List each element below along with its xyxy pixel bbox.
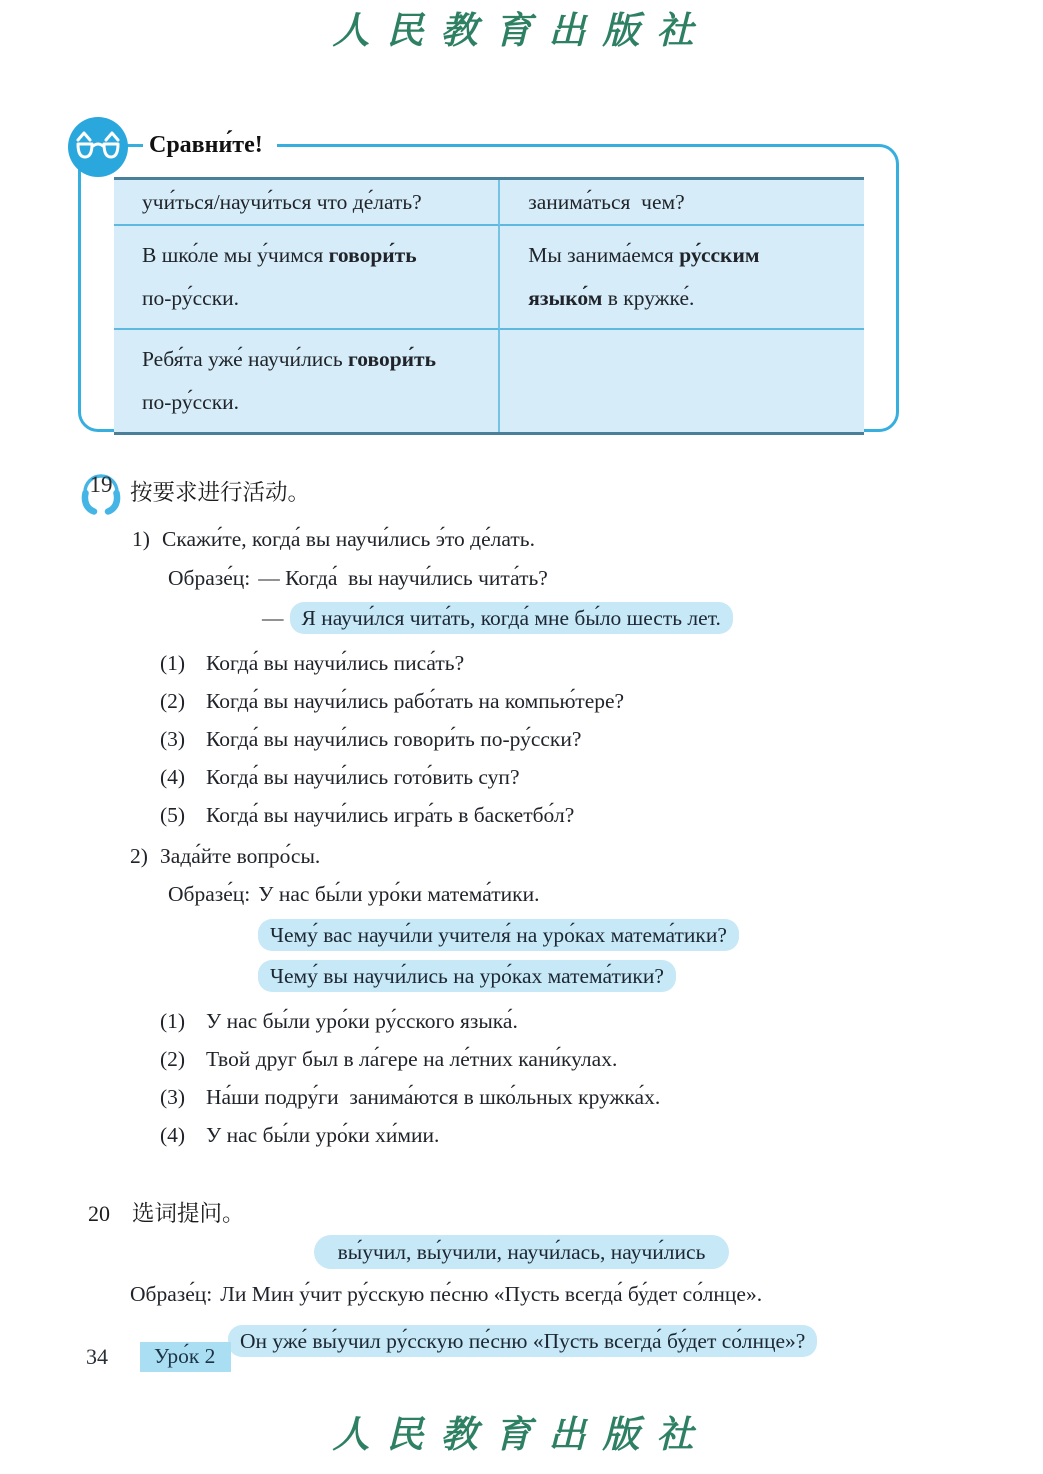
publisher-calligraphy-bottom: 人民教育出版社 bbox=[332, 1415, 711, 1456]
table-cell: В шко́ле мы у́чимся говори́ть по-ру́сски. bbox=[114, 226, 500, 330]
compare-box-title: Сравни́те! bbox=[143, 127, 277, 163]
part2-instruction: 2) Зада́йте вопро́сы. bbox=[130, 844, 321, 868]
part2-sample-statement: Образе́ц: У нас бы́ли уро́ки матема́тики. bbox=[168, 882, 540, 906]
exercise-20-question bbox=[228, 1324, 1043, 1358]
table-cell: Ребя́та уже́ научи́лись говори́ть по-ру́сски. bbox=[114, 330, 500, 432]
part1-instruction: 1) Скажи́те, когда́ вы научи́лись э́то де́лать. bbox=[132, 527, 535, 551]
compare-table bbox=[114, 177, 864, 435]
glasses-icon bbox=[67, 116, 129, 178]
part1-sample-question: Образе́ц: — Когда́ вы научи́лись чита́ть? bbox=[168, 566, 548, 590]
table-cell: Мы занима́емся ру́сским языко́м в кружке́. bbox=[500, 226, 864, 330]
compare-box bbox=[78, 132, 899, 432]
exercise-number: 20 bbox=[88, 1201, 110, 1226]
highlighted-answer: Я научи́лся чита́ть, когда́ мне бы́ло шесть лет. bbox=[290, 602, 733, 634]
word-bank: вы́учил, вы́учили, научи́лась, научи́лись bbox=[314, 1235, 730, 1269]
exercise-19-title: 按要求进行活动。 bbox=[130, 480, 311, 505]
list-item: (1) Когда́ вы научи́лись писа́ть? bbox=[160, 651, 465, 675]
list-item: (4) У нас бы́ли уро́ки хи́мии. bbox=[160, 1123, 440, 1147]
list-item: (3) На́ши подру́ги занима́ются в шко́льных кружка́х. bbox=[160, 1085, 661, 1109]
exercise-20-title: 选词提问。 bbox=[132, 1201, 245, 1226]
list-item: (3) Когда́ вы научи́лись говори́ть по-ру́сски? bbox=[160, 727, 582, 751]
part1-items bbox=[160, 644, 1043, 834]
exercise-number: 19 bbox=[89, 472, 113, 497]
list-item: (2) Твой друг был в ла́гере на ле́тних кани́кулах. bbox=[160, 1047, 618, 1071]
part2-sample-question bbox=[258, 959, 1043, 993]
exercise-19-header bbox=[78, 466, 1043, 516]
exercise-20 bbox=[0, 1196, 1043, 1358]
list-item: (5) Когда́ вы научи́лись игра́ть в баскетбо́л? bbox=[160, 803, 575, 827]
list-item: (2) Когда́ вы научи́лись рабо́тать на компью́тере? bbox=[160, 689, 625, 713]
highlighted-question: Чему́ вы научи́лись на уро́ках матема́тики? bbox=[258, 960, 676, 992]
headphones-icon bbox=[78, 466, 124, 516]
part1-sample-answer: — Я научи́лся чита́ть, когда́ мне бы́ло шесть лет. bbox=[262, 601, 1043, 635]
lesson-badge: Уро́к 2 bbox=[140, 1342, 231, 1372]
list-item: (4) Когда́ вы научи́лись гото́вить суп? bbox=[160, 765, 520, 789]
exercise-19 bbox=[0, 466, 1043, 1154]
table-cell: занима́ться чем? bbox=[500, 180, 864, 226]
highlighted-question: Чему́ вас научи́ли учителя́ на уро́ках матема́тики? bbox=[258, 919, 739, 951]
part2-sample-question bbox=[258, 918, 1043, 952]
page-number: 34 bbox=[86, 1344, 108, 1369]
table-cell-empty bbox=[500, 330, 864, 432]
word-bank-row bbox=[0, 1240, 1043, 1265]
exercise-20-sample: Образе́ц: Ли Мин у́чит ру́сскую пе́сню «Пусть всегда́ бу́дет со́лнце». bbox=[130, 1282, 763, 1306]
publisher-calligraphy-top: 人民教育出版社 bbox=[332, 11, 711, 52]
highlighted-question: Он уже́ вы́учил ру́сскую пе́сню «Пусть всегда́ бу́дет со́лнце»? bbox=[228, 1325, 817, 1357]
table-cell: учи́ться/научи́ться что де́лать? bbox=[114, 180, 500, 226]
page-footer bbox=[86, 1342, 231, 1372]
part2-items bbox=[160, 1002, 1043, 1154]
exercise-20-header bbox=[88, 1196, 1043, 1228]
list-item: (1) У нас бы́ли уро́ки ру́сского языка́. bbox=[160, 1009, 518, 1033]
